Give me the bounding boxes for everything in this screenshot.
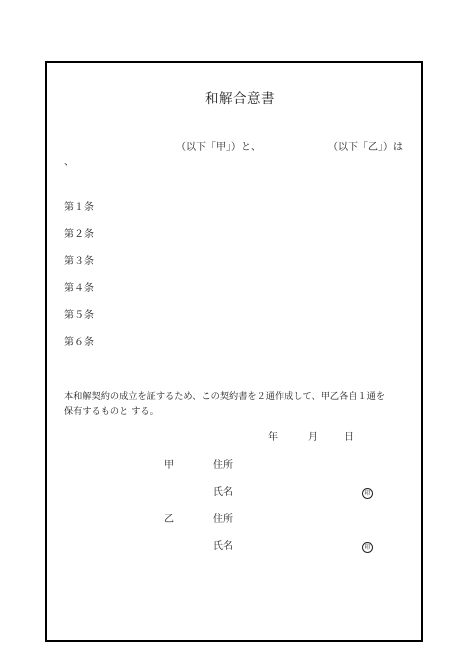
- party-a-mark: 甲: [164, 460, 174, 471]
- party-b-name-label: 氏名: [213, 541, 233, 552]
- closing-line-1: 本和解契約の成立を証するため、この契約書を２通作成して、甲乙各自１通を: [64, 391, 386, 402]
- intro-continuation: 、: [64, 157, 74, 168]
- party-b-seal-mark: 印: [362, 542, 373, 553]
- party-a-name-label: 氏名: [213, 487, 233, 498]
- closing-line-2: 保有するものと する。: [64, 406, 159, 417]
- article-4: 第４条: [64, 283, 94, 294]
- date-month: 月: [308, 432, 318, 443]
- article-6: 第６条: [64, 337, 94, 348]
- article-2: 第２条: [64, 229, 94, 240]
- date-day: 日: [344, 432, 354, 443]
- article-3: 第３条: [64, 256, 94, 267]
- party-a-intro: （以下「甲」）と、: [176, 142, 261, 153]
- party-a-address-label: 住所: [213, 460, 233, 471]
- article-1: 第１条: [64, 202, 94, 213]
- party-b-intro: （以下「乙」）は: [328, 142, 403, 153]
- date-year: 年: [268, 432, 278, 443]
- party-b-address-label: 住所: [213, 514, 233, 525]
- article-5: 第５条: [64, 310, 94, 321]
- document-title: 和解合意書: [205, 91, 275, 107]
- party-a-seal-mark: 印: [362, 488, 373, 499]
- party-b-mark: 乙: [164, 514, 174, 525]
